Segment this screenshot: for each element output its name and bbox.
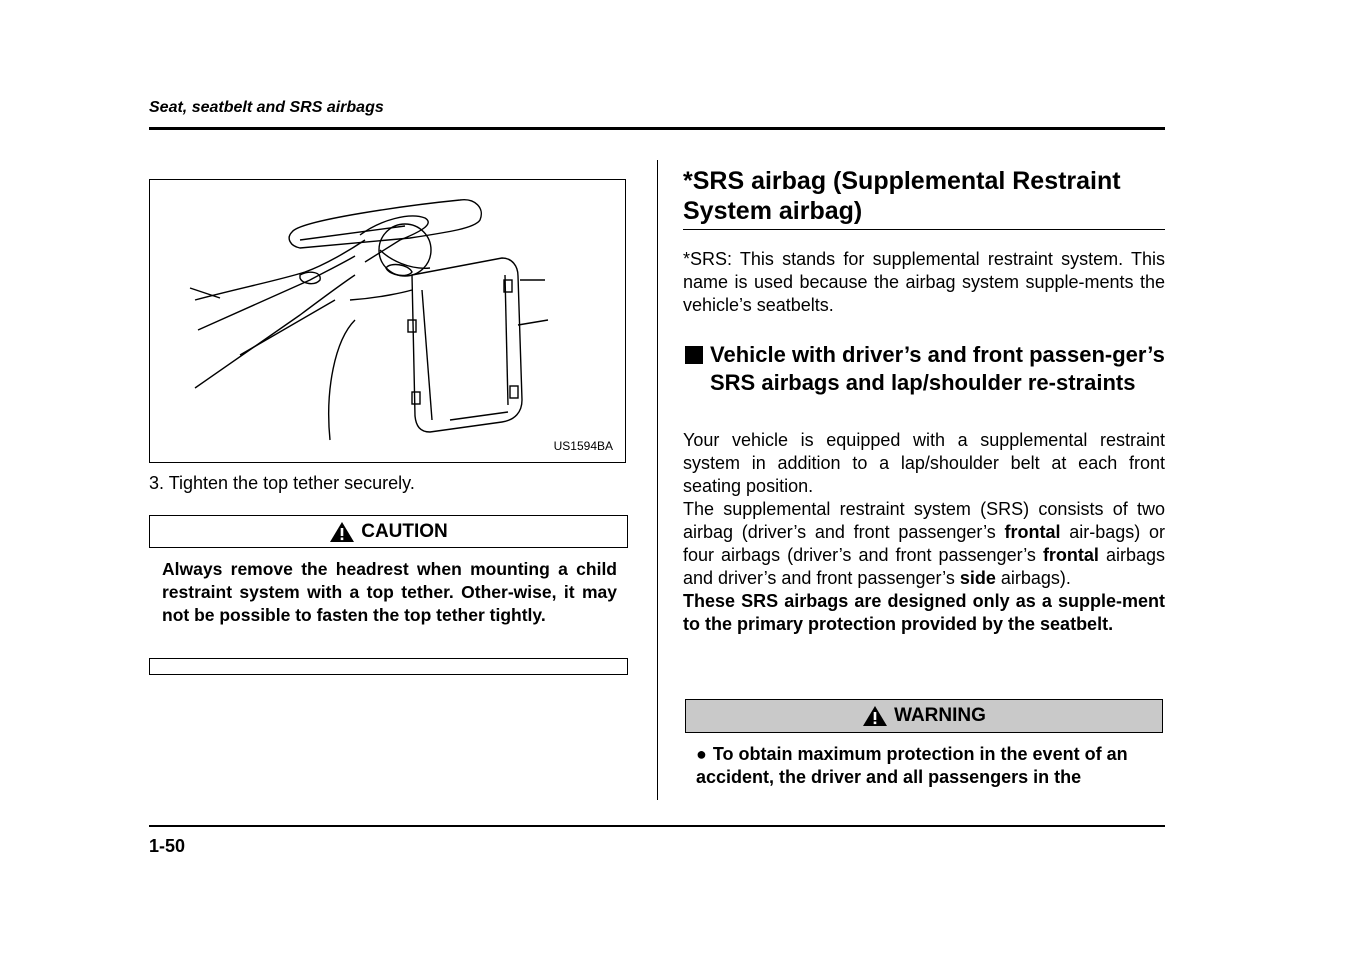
running-header: Seat, seatbelt and SRS airbags: [149, 99, 384, 116]
body-text: [683, 429, 1165, 636]
warning-banner: [685, 699, 1163, 733]
bullet-icon: ●: [696, 744, 707, 764]
header-rule: [149, 127, 1165, 130]
caution-label: CAUTION: [361, 520, 448, 542]
page-number: 1-50: [149, 836, 186, 856]
warning-label: WARNING: [894, 705, 986, 726]
figure-code: US1594BA: [553, 439, 613, 453]
caution-text: Always remove the headrest when mounting a child restraint system with a top tether. Other-wise, it may not be possible to fasten the top tether tightly.: [162, 559, 617, 625]
headrest-illustration: [149, 179, 626, 463]
body-paragraph-2: The supplemental restraint system (SRS) consists of two airbag (driver’s and front passenger’s frontal air-bags) or four airbags (driver’s and front passenger’s frontal airbags and driver’s and front passenger’s side airbags).: [683, 499, 1165, 588]
warning-triangle-icon: [862, 705, 888, 727]
footer-rule: [149, 825, 1165, 827]
step-3-text: 3. Tighten the top tether securely.: [149, 473, 415, 493]
caution-end-bar: [149, 658, 628, 675]
subsection-title: Vehicle with driver’s and front passen-ger’s SRS airbags and lap/shoulder re-straints: [710, 342, 1165, 395]
section-title: *SRS airbag (Supplemental Restraint System airbag): [683, 167, 1121, 225]
srs-definition-note: *SRS: This stands for supplemental restraint system. This name is used because the airbag system supple-ments the vehicle’s seatbelts.: [683, 249, 1165, 315]
section-title-rule: [683, 229, 1165, 230]
warning-text: ● To obtain maximum protection in the event of an accident, the driver and all passengers in the: [696, 744, 1128, 787]
caution-banner: [149, 515, 628, 548]
headrest-tether-drawing: [150, 180, 625, 462]
square-bullet-icon: [685, 346, 703, 364]
body-paragraph-1: Your vehicle is equipped with a supplemental restraint system in addition to a lap/shoulder belt at each front seating position.: [683, 430, 1165, 496]
warning-triangle-icon: [329, 521, 355, 543]
column-divider: [657, 160, 658, 800]
body-paragraph-3: These SRS airbags are designed only as a supple-ment to the primary protection provided by the seatbelt.: [683, 591, 1165, 634]
